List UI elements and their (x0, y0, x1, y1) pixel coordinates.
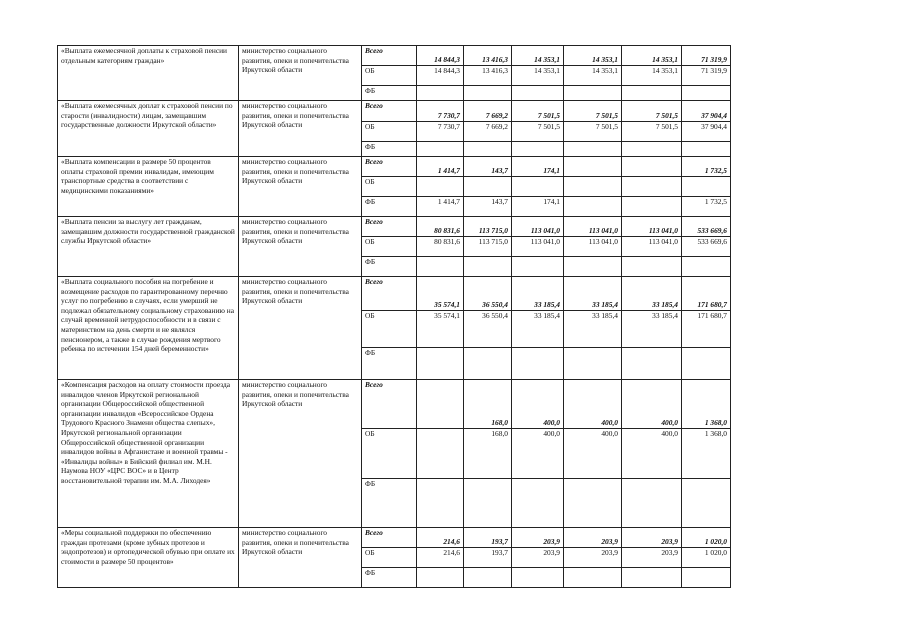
budget-row-total (58, 528, 841, 548)
funding-source-total: Всего (362, 277, 417, 311)
amount-cell (682, 142, 731, 157)
amount-cell (512, 177, 564, 197)
amount-cell: 71 319,9 (682, 66, 731, 86)
amount-cell (464, 142, 512, 157)
amount-cell (417, 479, 464, 528)
amount-cell: 33 185,4 (564, 311, 622, 348)
amount-cell: 7 669,2 (464, 122, 512, 142)
amount-cell: 7 501,5 (512, 122, 564, 142)
amount-cell: 113 041,0 (564, 237, 622, 257)
budget-row-total (58, 380, 841, 429)
amount-cell: 14 353,1 (564, 66, 622, 86)
executor-name: министерство социального развития, опеки и попечительства Иркутской области (239, 277, 362, 380)
amount-cell (512, 257, 564, 277)
amount-cell: 14 353,1 (564, 46, 622, 66)
amount-cell (464, 257, 512, 277)
amount-cell: 7 501,5 (622, 101, 682, 122)
funding-source-fb: ФБ (362, 257, 417, 277)
amount-cell: 13 416,3 (464, 46, 512, 66)
program-name: «Выплата ежемесячной доплаты к страховой пенсии отдельным категориям граждан» (58, 46, 239, 101)
amount-cell (512, 479, 564, 528)
program-name: «Выплата пенсии за выслугу лет гражданам, замещавшим должности государственной гражданской службы Иркутской области» (58, 217, 239, 277)
budget-row-total (58, 277, 841, 311)
amount-cell: 80 831,6 (417, 237, 464, 257)
amount-cell: 400,0 (512, 429, 564, 479)
amount-cell: 33 185,4 (564, 277, 622, 311)
budget-row-total (58, 217, 841, 237)
amount-cell: 174,1 (512, 197, 564, 217)
amount-cell: 1 368,0 (682, 429, 731, 479)
amount-cell (564, 142, 622, 157)
amount-cell: 14 353,1 (512, 46, 564, 66)
amount-cell: 14 353,1 (512, 66, 564, 86)
amount-cell: 33 185,4 (622, 311, 682, 348)
amount-cell: 168,0 (464, 429, 512, 479)
amount-cell (564, 257, 622, 277)
amount-cell: 400,0 (622, 380, 682, 429)
amount-cell: 214,6 (417, 528, 464, 548)
funding-source-fb: ФБ (362, 142, 417, 157)
amount-cell: 400,0 (564, 380, 622, 429)
amount-cell (464, 479, 512, 528)
amount-cell: 14 353,1 (622, 66, 682, 86)
amount-cell: 113 041,0 (622, 237, 682, 257)
executor-name: министерство социального развития, опеки и попечительства Иркутской области (239, 157, 362, 217)
budget-table (57, 45, 841, 588)
amount-cell (417, 429, 464, 479)
amount-cell: 37 904,4 (682, 101, 731, 122)
amount-cell: 33 185,4 (622, 277, 682, 311)
amount-cell: 203,9 (564, 548, 622, 568)
amount-cell: 193,7 (464, 528, 512, 548)
funding-source-total: Всего (362, 528, 417, 548)
funding-source-total: Всего (362, 157, 417, 177)
amount-cell (512, 348, 564, 380)
amount-cell: 203,9 (512, 528, 564, 548)
amount-cell: 168,0 (464, 380, 512, 429)
amount-cell: 113 041,0 (622, 217, 682, 237)
executor-name: министерство социального развития, опеки и попечительства Иркутской области (239, 101, 362, 157)
amount-cell (417, 142, 464, 157)
funding-source-fb: ФБ (362, 348, 417, 380)
amount-cell (417, 86, 464, 101)
amount-cell: 193,7 (464, 548, 512, 568)
amount-cell (564, 157, 622, 177)
amount-cell (622, 568, 682, 588)
amount-cell (417, 568, 464, 588)
amount-cell: 203,9 (622, 528, 682, 548)
funding-source-fb: ФБ (362, 197, 417, 217)
amount-cell: 113 715,0 (464, 217, 512, 237)
amount-cell: 143,7 (464, 197, 512, 217)
amount-cell (622, 157, 682, 177)
funding-source-ob: ОБ (362, 311, 417, 348)
amount-cell: 14 844,3 (417, 46, 464, 66)
amount-cell: 80 831,6 (417, 217, 464, 237)
amount-cell: 1 020,0 (682, 528, 731, 548)
funding-source-total: Всего (362, 46, 417, 66)
amount-cell: 1 020,0 (682, 548, 731, 568)
program-name: «Компенсация расходов на оплату стоимости проезда инвалидов членов Иркутской региональной организации Общероссийской общественной организации инвалидов «Всероссийское Ордена Трудового Красного Знамени общества слепых», Иркутской региональной организации Общероссийской общественной организации инвалидов войны в Афганистане и военной травмы - «Инвалиды войны» в Бийский филиал им. М.Н. Наумова НОУ «ЦРС ВОС» и в Центр восстановительной терапии им. М.А. Лиходея» (58, 380, 239, 528)
funding-source-ob: ОБ (362, 122, 417, 142)
amount-cell (682, 257, 731, 277)
amount-cell (564, 86, 622, 101)
amount-cell: 36 550,4 (464, 311, 512, 348)
amount-cell: 1 414,7 (417, 197, 464, 217)
amount-cell (564, 568, 622, 588)
amount-cell: 13 416,3 (464, 66, 512, 86)
amount-cell: 113 715,0 (464, 237, 512, 257)
amount-cell (417, 380, 464, 429)
program-name: «Меры социальной поддержки по обеспечению граждан протезами (кроме зубных протезов и эндопротезов) и ортопедической обувью при оплате их стоимости в размере 50 процентов» (58, 528, 239, 588)
amount-cell: 143,7 (464, 157, 512, 177)
executor-name: министерство социального развития, опеки и попечительства Иркутской области (239, 380, 362, 528)
amount-cell: 71 319,9 (682, 46, 731, 66)
amount-cell: 1 732,5 (682, 197, 731, 217)
amount-cell (417, 177, 464, 197)
amount-cell: 7 730,7 (417, 101, 464, 122)
amount-cell (564, 348, 622, 380)
funding-source-ob: ОБ (362, 66, 417, 86)
amount-cell: 36 550,4 (464, 277, 512, 311)
amount-cell: 7 669,2 (464, 101, 512, 122)
amount-cell (622, 142, 682, 157)
amount-cell: 214,6 (417, 548, 464, 568)
funding-source-fb: ФБ (362, 568, 417, 588)
amount-cell (622, 348, 682, 380)
amount-cell: 533 669,6 (682, 217, 731, 237)
amount-cell (417, 257, 464, 277)
program-name: «Выплата компенсации в размере 50 процентов оплаты страховой премии инвалидам, имеющим транспортные средства в соответствии с медицинскими показаниями» (58, 157, 239, 217)
executor-name: министерство социального развития, опеки и попечительства Иркутской области (239, 217, 362, 277)
amount-cell (512, 142, 564, 157)
amount-cell: 113 041,0 (512, 217, 564, 237)
amount-cell: 1 414,7 (417, 157, 464, 177)
amount-cell: 171 680,7 (682, 311, 731, 348)
amount-cell: 33 185,4 (512, 311, 564, 348)
amount-cell: 1 368,0 (682, 380, 731, 429)
amount-cell (682, 479, 731, 528)
amount-cell: 400,0 (622, 429, 682, 479)
amount-cell (622, 479, 682, 528)
amount-cell: 7 730,7 (417, 122, 464, 142)
amount-cell: 113 041,0 (512, 237, 564, 257)
amount-cell (622, 177, 682, 197)
budget-row-total (58, 46, 841, 66)
funding-source-fb: ФБ (362, 479, 417, 528)
amount-cell: 113 041,0 (564, 217, 622, 237)
amount-cell: 203,9 (512, 548, 564, 568)
amount-cell (682, 348, 731, 380)
amount-cell (622, 197, 682, 217)
funding-source-ob: ОБ (362, 429, 417, 479)
amount-cell: 171 680,7 (682, 277, 731, 311)
amount-cell (682, 86, 731, 101)
amount-cell: 37 904,4 (682, 122, 731, 142)
amount-cell: 14 844,3 (417, 66, 464, 86)
amount-cell: 1 732,5 (682, 157, 731, 177)
amount-cell: 35 574,1 (417, 311, 464, 348)
funding-source-total: Всего (362, 380, 417, 429)
amount-cell (682, 177, 731, 197)
amount-cell (464, 86, 512, 101)
amount-cell (682, 568, 731, 588)
budget-row-total (58, 157, 841, 177)
budget-table-body (58, 46, 841, 588)
amount-cell (464, 348, 512, 380)
amount-cell: 400,0 (512, 380, 564, 429)
amount-cell: 400,0 (564, 429, 622, 479)
amount-cell: 203,9 (564, 528, 622, 548)
funding-source-ob: ОБ (362, 177, 417, 197)
amount-cell: 35 574,1 (417, 277, 464, 311)
executor-name: министерство социального развития, опеки и попечительства Иркутской области (239, 528, 362, 588)
funding-source-ob: ОБ (362, 548, 417, 568)
amount-cell (464, 568, 512, 588)
budget-row-total (58, 101, 841, 122)
amount-cell: 174,1 (512, 157, 564, 177)
amount-cell (417, 348, 464, 380)
amount-cell (512, 86, 564, 101)
funding-source-ob: ОБ (362, 237, 417, 257)
amount-cell: 14 353,1 (622, 46, 682, 66)
amount-cell: 7 501,5 (512, 101, 564, 122)
program-name: «Выплата ежемесячных доплат к страховой пенсии по старости (инвалидности) лицам, замещавшим государственные должности Иркутской области» (58, 101, 239, 157)
amount-cell (622, 257, 682, 277)
amount-cell (622, 86, 682, 101)
amount-cell (564, 177, 622, 197)
funding-source-total: Всего (362, 217, 417, 237)
amount-cell: 533 669,6 (682, 237, 731, 257)
program-name: «Выплата социального пособия на погребение и возмещение расходов по гарантированному перечню услуг по погребению в случаях, если умерший не подлежал обязательному социальному страхованию на случай временной нетрудоспособности и в связи с материнством на день смерти и не являлся пенсионером, а также в случае рождения мертвого ребенка по истечении 154 дней беременности» (58, 277, 239, 380)
amount-cell (512, 568, 564, 588)
amount-cell: 203,9 (622, 548, 682, 568)
amount-cell: 7 501,5 (564, 101, 622, 122)
amount-cell (564, 197, 622, 217)
executor-name: министерство социального развития, опеки и попечительства Иркутской области (239, 46, 362, 101)
amount-cell (464, 177, 512, 197)
amount-cell: 7 501,5 (564, 122, 622, 142)
funding-source-total: Всего (362, 101, 417, 122)
funding-source-fb: ФБ (362, 86, 417, 101)
amount-cell (564, 479, 622, 528)
amount-cell: 7 501,5 (622, 122, 682, 142)
amount-cell: 33 185,4 (512, 277, 564, 311)
